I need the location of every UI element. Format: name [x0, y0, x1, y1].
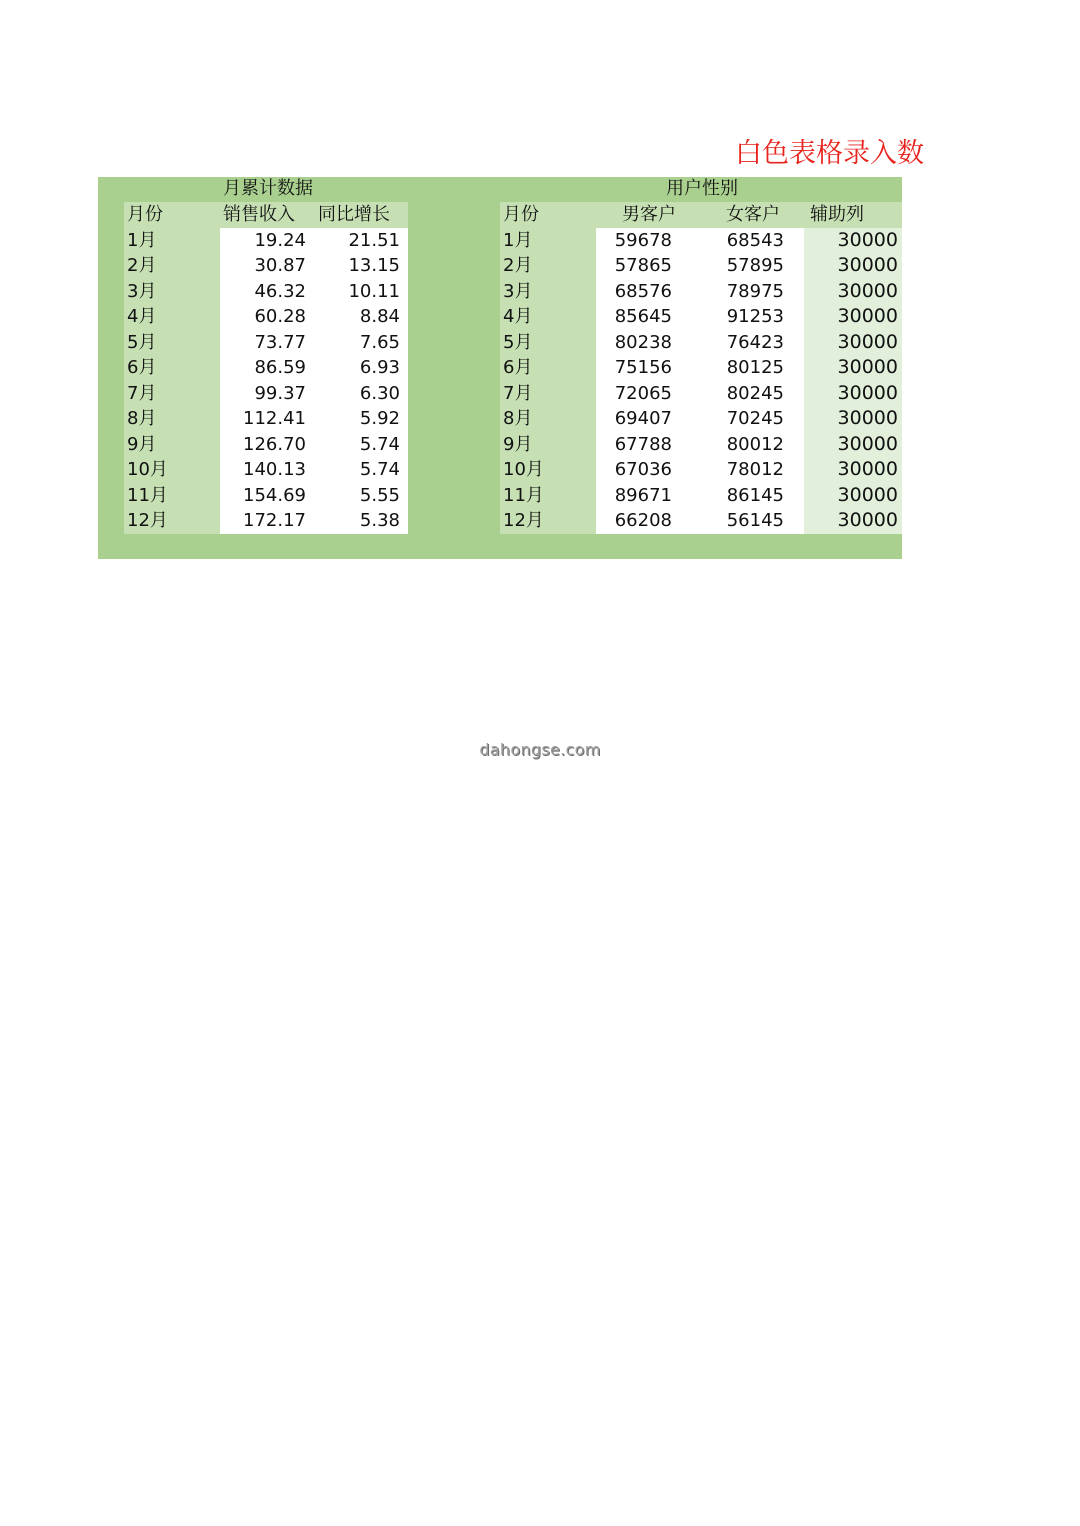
table-row: [124, 355, 408, 381]
left-cell-month: 1月: [124, 228, 220, 254]
left-cell-growth: 6.30: [314, 381, 408, 407]
watermark: dahongse.com: [479, 740, 601, 759]
left-cell-sales: 19.24: [220, 228, 314, 254]
left-cell-month: 9月: [124, 432, 220, 458]
right-cell-aux: 30000: [804, 508, 902, 534]
right-cell-aux: 30000: [804, 304, 902, 330]
right-cell-aux: 30000: [804, 432, 902, 458]
right-cell-month: 2月: [500, 253, 596, 279]
table-row: [500, 483, 902, 509]
table-row: [124, 432, 408, 458]
left-header-sales: 销售收入: [220, 202, 314, 228]
left-cell-sales: 46.32: [220, 279, 314, 305]
left-table-title: 月累计数据: [223, 178, 313, 199]
right-cell-female: 68543: [702, 228, 804, 254]
right-cell-month: 3月: [500, 279, 596, 305]
left-cell-month: 8月: [124, 406, 220, 432]
right-cell-female: 80245: [702, 381, 804, 407]
right-table-title: 用户性别: [666, 178, 738, 199]
left-cell-growth: 5.55: [314, 483, 408, 509]
right-cell-aux: 30000: [804, 355, 902, 381]
right-cell-aux: 30000: [804, 457, 902, 483]
table-row: [124, 304, 408, 330]
table-row: [500, 406, 902, 432]
table-row: [124, 330, 408, 356]
right-cell-aux: 30000: [804, 381, 902, 407]
right-cell-month: 11月: [500, 483, 596, 509]
table-row: [124, 381, 408, 407]
table-row: [500, 228, 902, 254]
right-cell-month: 12月: [500, 508, 596, 534]
right-cell-male: 59678: [596, 228, 702, 254]
right-cell-month: 9月: [500, 432, 596, 458]
left-cell-growth: 21.51: [314, 228, 408, 254]
right-table: [500, 202, 902, 534]
table-row: [124, 483, 408, 509]
left-cell-sales: 140.13: [220, 457, 314, 483]
right-cell-aux: 30000: [804, 330, 902, 356]
right-cell-female: 57895: [702, 253, 804, 279]
right-cell-female: 86145: [702, 483, 804, 509]
table-row: [500, 279, 902, 305]
table-row: [124, 508, 408, 534]
right-cell-female: 78975: [702, 279, 804, 305]
left-cell-sales: 86.59: [220, 355, 314, 381]
left-cell-sales: 172.17: [220, 508, 314, 534]
right-cell-female: 91253: [702, 304, 804, 330]
left-cell-month: 3月: [124, 279, 220, 305]
right-cell-female: 70245: [702, 406, 804, 432]
right-cell-male: 68576: [596, 279, 702, 305]
right-cell-month: 4月: [500, 304, 596, 330]
left-header-month: 月份: [124, 202, 220, 228]
right-cell-male: 67788: [596, 432, 702, 458]
left-cell-sales: 112.41: [220, 406, 314, 432]
table-row: [124, 279, 408, 305]
right-cell-male: 69407: [596, 406, 702, 432]
left-cell-month: 11月: [124, 483, 220, 509]
left-cell-growth: 5.92: [314, 406, 408, 432]
right-cell-male: 66208: [596, 508, 702, 534]
right-header-male: 男客户: [596, 202, 702, 228]
left-cell-growth: 10.11: [314, 279, 408, 305]
left-cell-sales: 126.70: [220, 432, 314, 458]
left-cell-month: 5月: [124, 330, 220, 356]
right-cell-female: 80012: [702, 432, 804, 458]
table-row: [124, 253, 408, 279]
right-cell-female: 76423: [702, 330, 804, 356]
left-cell-growth: 8.84: [314, 304, 408, 330]
left-table: [124, 202, 408, 534]
table-row: [124, 457, 408, 483]
left-cell-growth: 5.74: [314, 432, 408, 458]
left-cell-month: 7月: [124, 381, 220, 407]
right-cell-male: 89671: [596, 483, 702, 509]
left-cell-month: 12月: [124, 508, 220, 534]
left-cell-growth: 6.93: [314, 355, 408, 381]
right-cell-month: 8月: [500, 406, 596, 432]
right-cell-male: 80238: [596, 330, 702, 356]
table-row: [500, 304, 902, 330]
table-row: [500, 330, 902, 356]
right-cell-male: 75156: [596, 355, 702, 381]
left-cell-month: 2月: [124, 253, 220, 279]
table-row: [500, 355, 902, 381]
right-cell-aux: 30000: [804, 483, 902, 509]
page-title: 白色表格录入数: [735, 138, 924, 169]
right-cell-aux: 30000: [804, 279, 902, 305]
left-cell-month: 6月: [124, 355, 220, 381]
right-cell-month: 5月: [500, 330, 596, 356]
left-cell-sales: 60.28: [220, 304, 314, 330]
right-header-female: 女客户: [702, 202, 804, 228]
table-row: [124, 406, 408, 432]
title-clip: [700, 130, 924, 176]
table-row: [500, 253, 902, 279]
right-cell-male: 85645: [596, 304, 702, 330]
right-header-row: [500, 202, 902, 228]
left-cell-sales: 30.87: [220, 253, 314, 279]
right-cell-female: 78012: [702, 457, 804, 483]
right-cell-male: 57865: [596, 253, 702, 279]
table-row: [500, 508, 902, 534]
right-cell-female: 56145: [702, 508, 804, 534]
left-header-row: [124, 202, 408, 228]
left-header-growth: 同比增长: [314, 202, 408, 228]
right-cell-male: 72065: [596, 381, 702, 407]
right-cell-aux: 30000: [804, 228, 902, 254]
right-cell-month: 7月: [500, 381, 596, 407]
left-cell-sales: 154.69: [220, 483, 314, 509]
right-cell-male: 67036: [596, 457, 702, 483]
right-cell-month: 1月: [500, 228, 596, 254]
table-row: [124, 228, 408, 254]
left-cell-month: 10月: [124, 457, 220, 483]
right-header-aux: 辅助列: [804, 202, 902, 228]
spreadsheet-area: [98, 177, 902, 559]
left-cell-month: 4月: [124, 304, 220, 330]
left-cell-growth: 7.65: [314, 330, 408, 356]
right-cell-female: 80125: [702, 355, 804, 381]
right-header-month: 月份: [500, 202, 596, 228]
right-cell-aux: 30000: [804, 406, 902, 432]
right-cell-month: 6月: [500, 355, 596, 381]
left-cell-growth: 5.74: [314, 457, 408, 483]
table-row: [500, 457, 902, 483]
left-cell-sales: 73.77: [220, 330, 314, 356]
right-cell-month: 10月: [500, 457, 596, 483]
table-row: [500, 432, 902, 458]
left-cell-growth: 5.38: [314, 508, 408, 534]
left-cell-sales: 99.37: [220, 381, 314, 407]
left-cell-growth: 13.15: [314, 253, 408, 279]
right-cell-aux: 30000: [804, 253, 902, 279]
table-row: [500, 381, 902, 407]
